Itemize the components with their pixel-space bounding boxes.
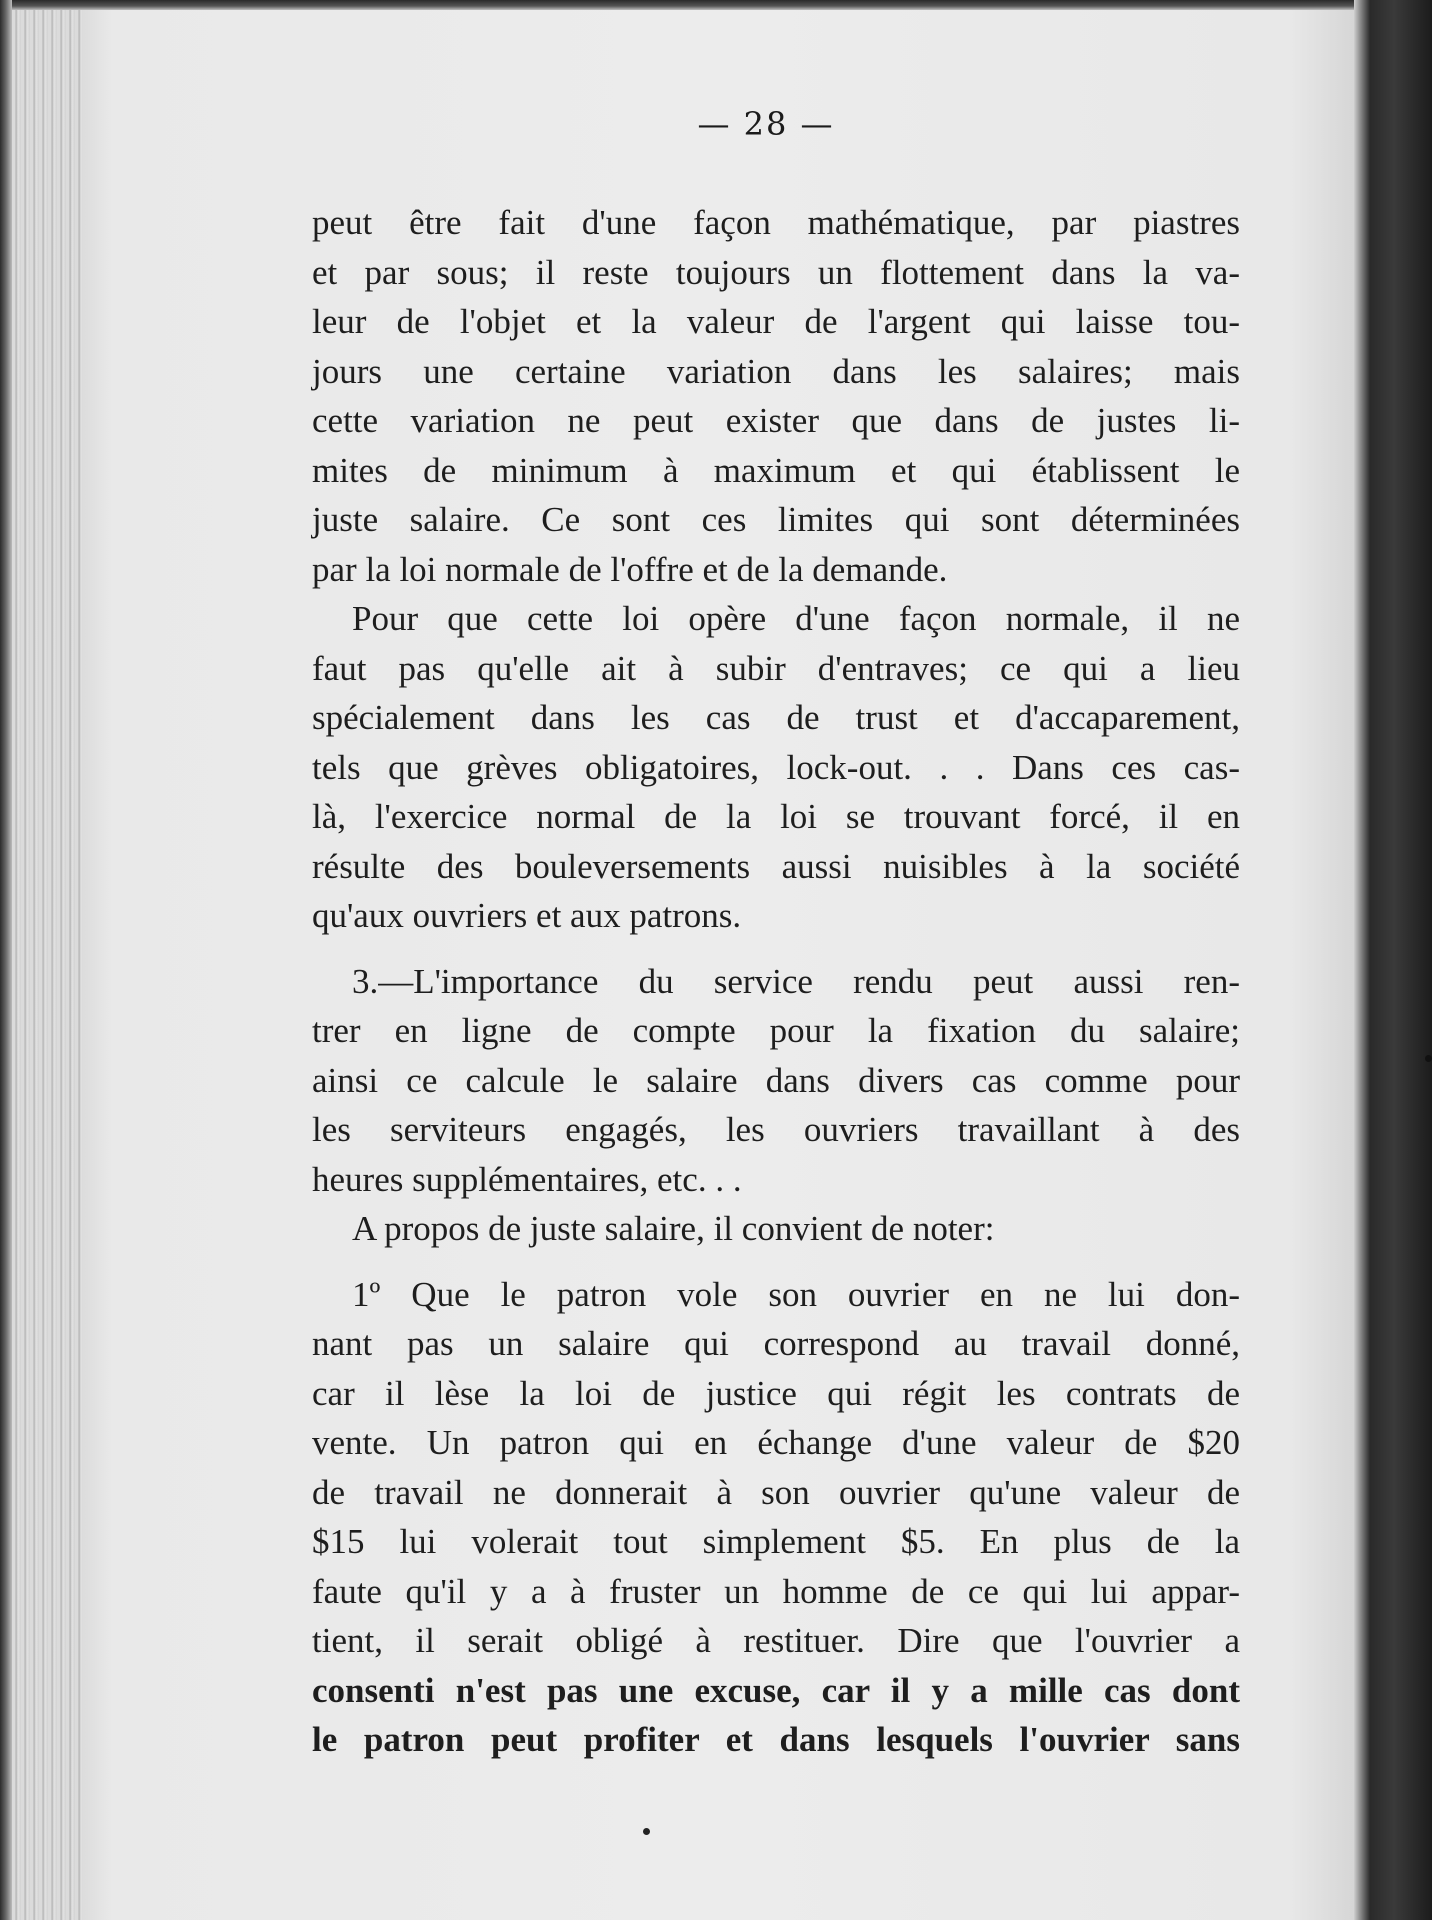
text-line: $15 lui volerait tout simplement $5. En plus de la [312,1522,1240,1561]
text-line: résulte des bouleversements aussi nuisibles à la société [312,846,1240,886]
text-line: vente. Un patron qui en échange d'une valeur de $20 [312,1423,1240,1462]
paragraph-gap [312,1254,1240,1270]
text-line: 3.—L'importance du service rendu peut aussi ren- [352,961,1240,1001]
paragraph [312,198,1240,594]
text-line: les serviteurs engagés, les ouvriers travaillant à des [312,1110,1240,1149]
page-stack-edges [12,10,82,1920]
paragraph-gap [312,941,1240,957]
scan-edge-top [0,0,1432,10]
text-line: Pour que cette loi opère d'une façon normale, il ne [352,599,1240,638]
paragraph [312,957,1240,1205]
text-line: 1º Que le patron vole son ouvrier en ne lui don- [352,1274,1240,1314]
text-line: car il lèse la loi de justice qui régit les contrats de [312,1373,1240,1413]
paragraph [312,1204,1240,1254]
text-line: tient, il serait obligé à restituer. Dire que l'ouvrier a [312,1621,1240,1660]
text-line: qu'aux ouvriers et aux patrons. [312,896,742,935]
text-line: nant pas un salaire qui correspond au travail donné, [312,1324,1240,1363]
text-line: juste salaire. Ce sont ces limites qui sont déterminées [312,500,1240,539]
scan-edge-left [0,0,12,1920]
text-line: A propos de juste salaire, il convient de noter: [352,1209,995,1248]
text-line: heures supplémentaires, etc. . . [312,1159,742,1199]
text-line: jours une certaine variation dans les salaires; mais [312,351,1240,391]
paragraph [312,594,1240,941]
body-text [312,198,1240,1765]
text-line: par la loi normale de l'offre et de la demande. [312,549,948,589]
ink-speck [1425,1055,1432,1062]
text-line: cette variation ne peut exister que dans de justes li- [312,401,1240,440]
text-line: leur de l'objet et la valeur de l'argent qui laisse tou- [312,302,1240,341]
ink-speck [643,1828,650,1835]
scan-edge-right [1354,0,1432,1920]
text-line: et par sous; il reste toujours un flottement dans la va- [312,252,1240,292]
text-line: consenti n'est pas une excuse, car il y a mille cas dont [312,1670,1240,1710]
text-line: trer en ligne de compte pour la fixation du salaire; [312,1011,1240,1050]
text-line: peut être fait d'une façon mathématique, par piastres [312,203,1240,242]
text-line: de travail ne donnerait à son ouvrier qu'une valeur de [312,1472,1240,1512]
text-line: mites de minimum à maximum et qui établissent le [312,450,1240,490]
paragraph [312,1270,1240,1765]
text-line: tels que grèves obligatoires, lock-out. . . Dans ces cas- [312,747,1240,787]
page-number: — 28 — [697,105,835,143]
text-line: spécialement dans les cas de trust et d'accaparement, [312,698,1240,737]
text-line: faute qu'il y a à fruster un homme de ce qui lui appar- [312,1571,1240,1611]
text-line: faut pas qu'elle ait à subir d'entraves; ce qui a lieu [312,648,1240,688]
text-line: ainsi ce calcule le salaire dans divers cas comme pour [312,1060,1240,1100]
text-line: là, l'exercice normal de la loi se trouvant forcé, il en [312,797,1240,836]
text-line: le patron peut profiter et dans lesquels l'ouvrier sans [312,1720,1240,1759]
